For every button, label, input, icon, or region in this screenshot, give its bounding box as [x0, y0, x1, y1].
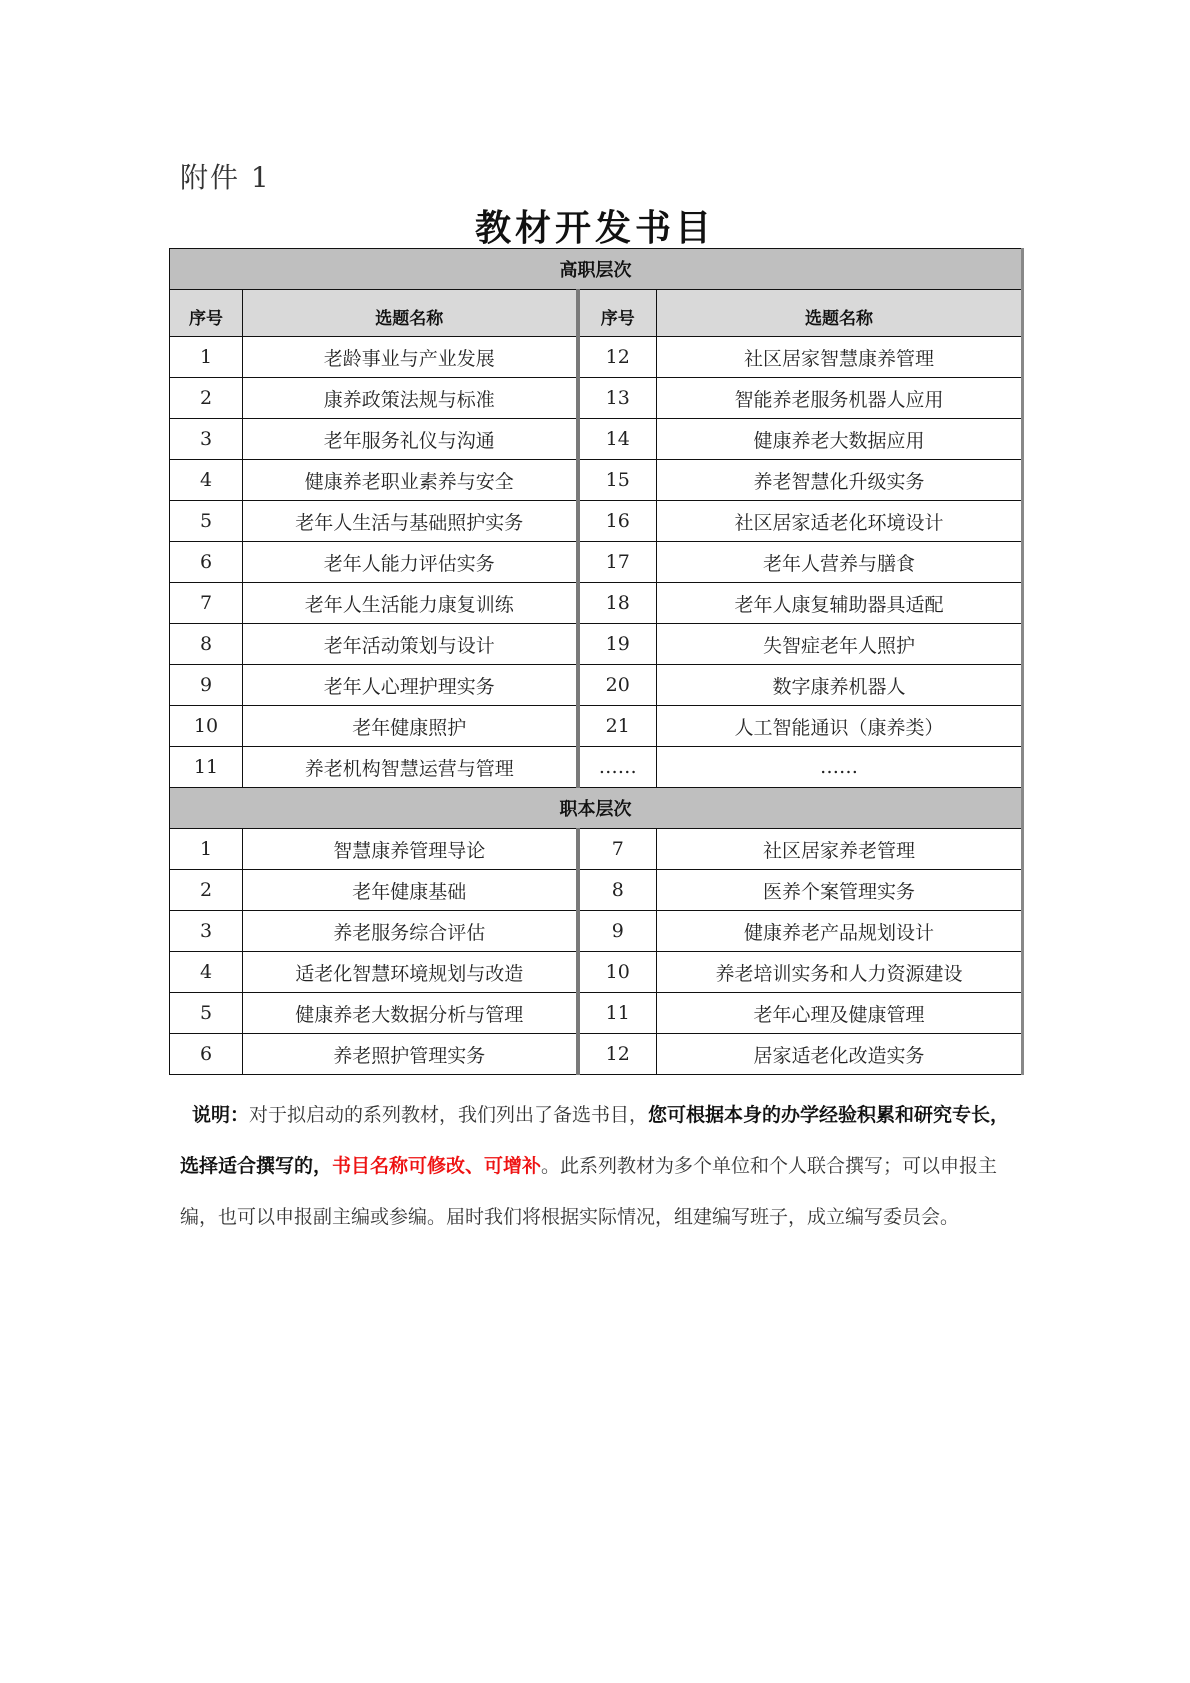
topic-name: 康养政策法规与标准	[243, 378, 578, 419]
column-header-seq: 序号	[578, 290, 657, 337]
table-row	[170, 665, 1023, 706]
table-row	[170, 542, 1023, 583]
seq-number: 18	[578, 583, 657, 624]
table-row	[170, 870, 1023, 911]
topic-name: 智慧康养管理导论	[243, 829, 578, 870]
seq-number: 2	[170, 378, 243, 419]
topic-name: 社区居家养老管理	[657, 829, 1023, 870]
seq-number: 6	[170, 1034, 243, 1075]
topic-name: 老年健康基础	[243, 870, 578, 911]
seq-number: 3	[170, 419, 243, 460]
topic-name: 老年人生活能力康复训练	[243, 583, 578, 624]
topic-name: 健康养老大数据应用	[657, 419, 1023, 460]
seq-number: 8	[578, 870, 657, 911]
section-heading: 职本层次	[170, 788, 1023, 829]
note-text-2: 。此系列教材为多个单位和个人联合撰写；可以申报主编，也可以申报副主编或参编。届时我们将根据实际情况，组建编写班子，成立编写委员会。	[180, 1155, 998, 1228]
topic-name: 老年人心理护理实务	[243, 665, 578, 706]
topic-name: 养老机构智慧运营与管理	[243, 747, 578, 788]
section-header-row	[170, 249, 1023, 290]
table-row	[170, 747, 1023, 788]
book-list-table	[169, 248, 1024, 1075]
table-row	[170, 1034, 1023, 1075]
seq-number: 5	[170, 993, 243, 1034]
seq-number: 7	[578, 829, 657, 870]
seq-number: 10	[578, 952, 657, 993]
seq-number: 21	[578, 706, 657, 747]
table-row	[170, 378, 1023, 419]
topic-name: 社区居家适老化环境设计	[657, 501, 1023, 542]
seq-number: 19	[578, 624, 657, 665]
topic-name: 养老服务综合评估	[243, 911, 578, 952]
note-text-bold: 您可根据本身的办学经验积累和研究专长，选择适合撰写的，	[180, 1104, 1010, 1177]
topic-name: 健康养老大数据分析与管理	[243, 993, 578, 1034]
topic-name: 老年人营养与膳食	[657, 542, 1023, 583]
seq-number: 11	[578, 993, 657, 1034]
table-row	[170, 583, 1023, 624]
table-row	[170, 624, 1023, 665]
note-text-1: 对于拟启动的系列教材，我们列出了备选书目，	[249, 1104, 649, 1126]
column-header-name: 选题名称	[243, 290, 578, 337]
column-header-seq: 序号	[170, 290, 243, 337]
seq-number: 7	[170, 583, 243, 624]
seq-number: 1	[170, 337, 243, 378]
topic-name: 老龄事业与产业发展	[243, 337, 578, 378]
table-row	[170, 952, 1023, 993]
topic-name: 养老智慧化升级实务	[657, 460, 1023, 501]
seq-number: 20	[578, 665, 657, 706]
seq-number: 2	[170, 870, 243, 911]
seq-number: 5	[170, 501, 243, 542]
topic-name: 居家适老化改造实务	[657, 1034, 1023, 1075]
topic-name: 医养个案管理实务	[657, 870, 1023, 911]
topic-name: 数字康养机器人	[657, 665, 1023, 706]
topic-name: 失智症老年人照护	[657, 624, 1023, 665]
table-row	[170, 706, 1023, 747]
topic-name: 老年健康照护	[243, 706, 578, 747]
note-label: 说明：	[192, 1104, 250, 1126]
seq-number: 10	[170, 706, 243, 747]
seq-number: 6	[170, 542, 243, 583]
table-row	[170, 419, 1023, 460]
table-row	[170, 993, 1023, 1034]
section-heading: 高职层次	[170, 249, 1023, 290]
page-title: 教材开发书目	[474, 208, 715, 249]
seq-number: 1	[170, 829, 243, 870]
topic-name: 健康养老职业素养与安全	[243, 460, 578, 501]
topic-name: 健康养老产品规划设计	[657, 911, 1023, 952]
topic-name: 养老照护管理实务	[243, 1034, 578, 1075]
topic-name: 养老培训实务和人力资源建设	[657, 952, 1023, 993]
table-row	[170, 911, 1023, 952]
seq-number: ……	[578, 747, 657, 788]
topic-name: 智能养老服务机器人应用	[657, 378, 1023, 419]
topic-name: ……	[657, 747, 1023, 788]
seq-number: 4	[170, 460, 243, 501]
section-header-row	[170, 788, 1023, 829]
seq-number: 11	[170, 747, 243, 788]
seq-number: 9	[170, 665, 243, 706]
note-paragraph	[180, 1090, 1020, 1243]
seq-number: 3	[170, 911, 243, 952]
table-row	[170, 829, 1023, 870]
column-header-row	[170, 290, 1023, 337]
topic-name: 适老化智慧环境规划与改造	[243, 952, 578, 993]
topic-name: 老年活动策划与设计	[243, 624, 578, 665]
note-text-highlight: 书目名称可修改、可增补	[332, 1155, 542, 1177]
topic-name: 老年心理及健康管理	[657, 993, 1023, 1034]
seq-number: 8	[170, 624, 243, 665]
topic-name: 老年人康复辅助器具适配	[657, 583, 1023, 624]
topic-name: 老年人能力评估实务	[243, 542, 578, 583]
seq-number: 14	[578, 419, 657, 460]
column-header-name: 选题名称	[657, 290, 1023, 337]
seq-number: 4	[170, 952, 243, 993]
seq-number: 12	[578, 1034, 657, 1075]
table-row	[170, 501, 1023, 542]
table-row	[170, 460, 1023, 501]
topic-name: 社区居家智慧康养管理	[657, 337, 1023, 378]
seq-number: 12	[578, 337, 657, 378]
table-row	[170, 337, 1023, 378]
seq-number: 15	[578, 460, 657, 501]
seq-number: 9	[578, 911, 657, 952]
seq-number: 17	[578, 542, 657, 583]
topic-name: 老年人生活与基础照护实务	[243, 501, 578, 542]
seq-number: 13	[578, 378, 657, 419]
attachment-label: 附件 1	[180, 161, 271, 194]
seq-number: 16	[578, 501, 657, 542]
topic-name: 人工智能通识（康养类）	[657, 706, 1023, 747]
topic-name: 老年服务礼仪与沟通	[243, 419, 578, 460]
